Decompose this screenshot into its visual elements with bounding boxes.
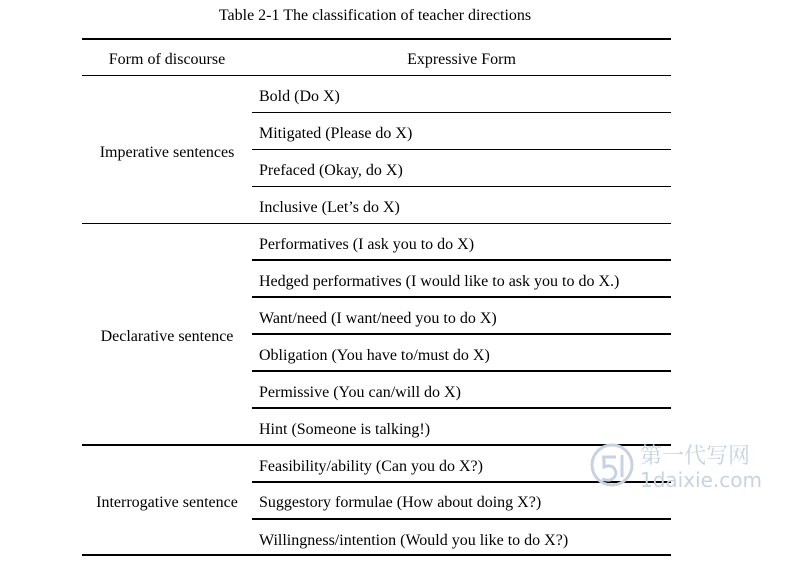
expressive-cell: Performatives (I ask you to do X) bbox=[259, 236, 475, 253]
column-header-expressive-form: Expressive Form bbox=[407, 51, 516, 68]
expressive-cell: Obligation (You have to/must do X) bbox=[259, 347, 490, 364]
table-caption: Table 2-1 The classification of teacher directions bbox=[218, 7, 532, 24]
row-rule bbox=[252, 407, 671, 409]
expressive-cell: Willingness/intention (Would you like to do X?) bbox=[259, 532, 569, 549]
row-rule bbox=[252, 149, 671, 150]
expressive-cell: Permissive (You can/will do X) bbox=[259, 384, 461, 401]
watermark-logo bbox=[586, 437, 786, 493]
table-bottom-rule bbox=[82, 554, 671, 556]
expressive-cell: Inclusive (Let’s do X) bbox=[259, 199, 400, 216]
row-rule bbox=[252, 259, 671, 261]
form-cell-declarative: Declarative sentence bbox=[100, 328, 234, 345]
group-rule bbox=[82, 444, 671, 446]
expressive-cell: Feasibility/ability (Can you do X?) bbox=[259, 458, 483, 475]
column-header-form-of-discourse: Form of discourse bbox=[108, 51, 226, 68]
expressive-cell: Want/need (I want/need you to do X) bbox=[259, 310, 497, 327]
group-rule bbox=[82, 223, 671, 224]
row-rule bbox=[252, 518, 671, 520]
expressive-cell: Hint (Someone is talking!) bbox=[259, 421, 431, 438]
expressive-cell: Hedged performatives (I would like to ask you to do X.) bbox=[259, 273, 620, 290]
row-rule bbox=[252, 186, 671, 187]
table-top-rule bbox=[82, 38, 671, 40]
row-rule bbox=[252, 333, 671, 335]
watermark-line1: 第一代写网 bbox=[640, 444, 751, 469]
row-rule bbox=[252, 112, 671, 113]
row-rule bbox=[252, 370, 671, 372]
row-rule bbox=[252, 296, 671, 298]
expressive-cell: Bold (Do X) bbox=[259, 88, 340, 105]
expressive-cell: Prefaced (Okay, do X) bbox=[259, 162, 403, 179]
expressive-cell: Mitigated (Please do X) bbox=[259, 125, 413, 142]
expressive-cell: Suggestory formulae (How about doing X?) bbox=[259, 494, 542, 511]
watermark-line2: 1daixie.com bbox=[640, 468, 763, 492]
form-cell-imperative: Imperative sentences bbox=[99, 144, 235, 161]
header-rule bbox=[82, 75, 671, 76]
form-cell-interrogative: Interrogative sentence bbox=[96, 494, 238, 511]
